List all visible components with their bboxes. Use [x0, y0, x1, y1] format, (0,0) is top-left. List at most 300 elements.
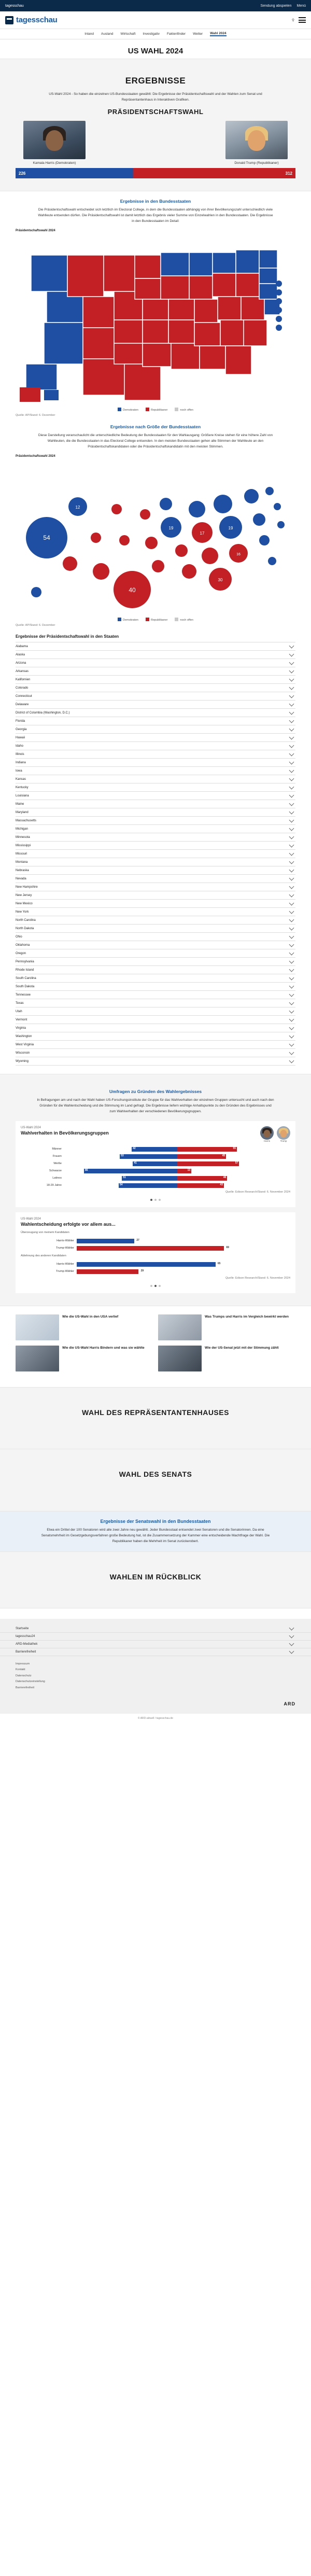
chevron-down-icon	[289, 825, 294, 831]
chevron-down-icon	[289, 917, 294, 922]
poll1-title: Wahlverhalten in Bevölkerungsgruppen	[21, 1130, 109, 1136]
chevron-down-icon	[289, 751, 294, 756]
tagesschau-logo-icon[interactable]	[5, 16, 13, 24]
poll1-bar-trump	[177, 1183, 224, 1188]
state-accordion-label: Delaware	[16, 703, 29, 706]
poll1-bar-harris	[132, 1147, 177, 1152]
poll1-row-label: 18-29 Jahre	[46, 1184, 62, 1187]
state-accordion-label: Connecticut	[16, 694, 32, 698]
state-accordion-item[interactable]	[16, 701, 295, 709]
chevron-down-icon	[289, 875, 294, 880]
house-title: WAHL DES REPRÄSENTANTENHAUSES	[82, 1408, 229, 1417]
state-results-section	[16, 199, 295, 224]
state-accordion-label: Nevada	[16, 877, 26, 880]
chevron-down-icon	[289, 975, 294, 980]
state-accordion-label: Nebraska	[16, 869, 29, 872]
chevron-down-icon	[289, 884, 294, 889]
state-accordion-label: North Dakota	[16, 927, 34, 930]
menu-button[interactable]	[299, 16, 306, 24]
chevron-down-icon	[289, 718, 294, 723]
legend-open: noch offen	[180, 409, 193, 412]
poll1-row-label: Weiße	[53, 1162, 62, 1166]
poll1-value-harris: 86	[85, 1168, 88, 1172]
chevron-down-icon	[289, 925, 294, 930]
state-accordion-label: Georgia	[16, 727, 27, 731]
state-accordion-label: Michigan	[16, 827, 29, 831]
chevron-down-icon	[289, 991, 294, 997]
us-bubble-svg[interactable]	[16, 460, 295, 615]
poll1-source: Quelle: Edison Research/Stand: 6. November 2024	[225, 1190, 290, 1194]
poll2-carousel-dots[interactable]	[21, 1283, 290, 1288]
chevron-down-icon	[289, 908, 294, 914]
teaser-thumb	[16, 1346, 59, 1371]
candidate-harris	[16, 121, 93, 165]
poll1-kicker: US-Wahl 2024	[21, 1126, 41, 1129]
poll2-value: 29	[140, 1269, 144, 1272]
svg-text:40: 40	[129, 586, 136, 594]
poll1-row	[21, 1175, 290, 1181]
nav-item-faktenfinder[interactable]: Faktenfinder	[166, 32, 186, 36]
footer-item-barrierefreiheit[interactable]: Barrierefreiheit	[0, 1648, 311, 1656]
chevron-down-icon	[289, 734, 294, 739]
poll1-value-trump: 13	[187, 1168, 191, 1172]
chevron-down-icon	[289, 709, 294, 715]
us-map-svg[interactable]	[16, 234, 295, 405]
size-body: Diese Darstellung veranschaulicht die unterschiedliche Bedeutung der Bundesstaaten für den Wahlausgang: Größere Kreise stehen für eine höhere Zahl von Wahlleuten, die die Bundesstaaten in das Electoral College entsenden. In den meisten Bundesstaaten gehen alle Stimmen der Wahlleute an den Präsidentschaftskandidaten oder die Präsidentschaftskandidatin mit den meisten Stimmen.	[38, 433, 273, 449]
state-accordion-item[interactable]	[16, 1024, 295, 1032]
states-accordion	[16, 642, 295, 1066]
choropleth-map	[16, 229, 295, 417]
poll2-group-label-1: Überzeugung von meinem Kandidaten	[21, 1230, 69, 1234]
state-accordion-label: New York	[16, 910, 29, 914]
teaser-card[interactable]	[158, 1346, 295, 1371]
size-subheading: Ergebnisse nach Größe der Bundesstaaten	[110, 424, 201, 430]
poll1-carousel-dots[interactable]	[21, 1197, 290, 1202]
chevron-down-icon	[289, 817, 294, 822]
nav-item-inland[interactable]: Inland	[84, 32, 94, 36]
map-caption: Quelle: AP/Stand: 6. Dezember	[16, 414, 55, 417]
state-results-body: Die Präsidentschaftswahl entscheidet sich letztlich im Electoral College, in dem die Bundesstaaten abhängig von ihrer Bevölkerungszahl unterschiedlich viele Wahlleute entsenden dürfen. Die Präsidentschaftswahl ist damit letztlich das Ergebnis vieler Summe von Einzelwahlen in den Bundesstaaten. Die Ergebnisse in den Bundesstaaten im Detail:	[38, 208, 273, 223]
state-accordion-label: Massachusetts	[16, 819, 37, 822]
ard-logo: ARD	[284, 1701, 295, 1707]
harris-name: Kamala Harris (Demokraten)	[33, 161, 76, 165]
state-accordion-label: Montana	[16, 860, 28, 864]
state-accordion-label: Hawaii	[16, 736, 25, 739]
state-accordion-item[interactable]	[16, 750, 295, 759]
poll2-row-label: Trump-Wähler	[56, 1247, 74, 1250]
poll2-row-label: Trump-Wähler	[56, 1270, 74, 1273]
poll1-row-label: Latinos	[52, 1177, 62, 1180]
footer-item-tagesschau24[interactable]: tagesschau24	[0, 1633, 311, 1641]
poll2-row	[21, 1262, 290, 1267]
harris-photo	[23, 121, 86, 159]
results-heading: ERGEBNISSE	[125, 76, 186, 86]
chevron-down-icon	[289, 1016, 294, 1021]
footer-item-startseite[interactable]: Startseite	[0, 1625, 311, 1633]
chevron-down-icon	[289, 942, 294, 947]
state-accordion-item[interactable]	[16, 1007, 295, 1016]
chevron-down-icon	[289, 1049, 294, 1055]
state-accordion-item[interactable]	[16, 958, 295, 966]
state-accordion-item[interactable]	[16, 659, 295, 667]
state-accordion-item[interactable]	[16, 941, 295, 949]
nav-item-investigativ[interactable]: Investigativ	[143, 32, 160, 36]
state-accordion-label: Minnesota	[16, 835, 30, 839]
chevron-down-icon	[289, 792, 294, 797]
bubble-legend-open: noch offen	[180, 619, 193, 622]
state-accordion-item[interactable]	[16, 808, 295, 817]
state-accordion-label: Alaska	[16, 653, 25, 656]
poll2-bar	[77, 1262, 216, 1267]
state-accordion-label: Louisiana	[16, 794, 29, 797]
state-accordion-item[interactable]	[16, 866, 295, 875]
state-accordion-item[interactable]	[16, 916, 295, 925]
poll1-bar-harris	[122, 1176, 177, 1181]
state-accordion-label: Kalifornien	[16, 678, 31, 681]
teaser-card[interactable]	[16, 1314, 153, 1340]
teaser-title: Wie der US-Senat jetzt mit der Stimmung zählt	[205, 1346, 279, 1350]
svg-text:12: 12	[75, 505, 80, 510]
state-accordion-item[interactable]	[16, 999, 295, 1007]
state-accordion-item[interactable]	[16, 709, 295, 717]
state-accordion-label: Rhode Island	[16, 968, 34, 972]
state-accordion-item[interactable]	[16, 800, 295, 808]
state-accordion-item[interactable]	[16, 991, 295, 999]
chevron-down-icon	[289, 660, 294, 665]
site-footer	[0, 1619, 311, 1714]
poll2-bar	[77, 1239, 134, 1243]
state-accordion-label: Texas	[16, 1001, 24, 1005]
poll1-value-trump: 46	[223, 1175, 227, 1179]
state-accordion-label: Tennessee	[16, 993, 31, 997]
state-accordion-label: Maryland	[16, 810, 29, 814]
state-accordion-label: Illinois	[16, 752, 24, 756]
state-accordion-item[interactable]	[16, 1041, 295, 1049]
chevron-down-icon	[289, 859, 294, 864]
chevron-down-icon	[289, 693, 294, 698]
review-section	[0, 1551, 311, 1608]
poll2-bar	[77, 1269, 138, 1274]
poll1-chart	[21, 1146, 290, 1188]
results-band	[0, 59, 311, 191]
chevron-down-icon	[289, 1033, 294, 1038]
state-accordion-item[interactable]	[16, 925, 295, 933]
state-accordion-item[interactable]	[16, 949, 295, 958]
presidential-banner	[0, 103, 311, 184]
state-results-subheading: Ergebnisse in den Bundesstaaten	[120, 199, 191, 204]
poll1-face-trump: Trump	[277, 1126, 290, 1142]
state-accordion-item[interactable]	[16, 792, 295, 800]
state-accordion-item[interactable]	[16, 651, 295, 659]
poll1-bar-harris	[133, 1161, 177, 1166]
chevron-down-icon	[289, 801, 294, 806]
chevron-down-icon	[289, 983, 294, 988]
main-nav	[0, 29, 311, 39]
bubble-caption: Quelle: AP/Stand: 6. Dezember	[16, 624, 55, 627]
state-accordion-item[interactable]	[16, 759, 295, 767]
poll2-value: 69	[226, 1245, 229, 1249]
poll1-value-trump: 57	[235, 1161, 238, 1165]
chevron-down-icon	[289, 834, 294, 839]
state-accordion-item[interactable]	[16, 966, 295, 974]
state-accordion-label: South Dakota	[16, 985, 35, 988]
presidential-title: PRÄSIDENTSCHAFTSWAHL	[107, 108, 204, 116]
svg-text:17: 17	[200, 531, 205, 536]
senate-result-title: Ergebnisse der Senatswahl in den Bundesstaaten	[100, 1518, 211, 1524]
chevron-down-icon	[289, 892, 294, 897]
chevron-down-icon	[289, 767, 294, 773]
senate-title: WAHL DES SENATS	[119, 1469, 192, 1478]
state-accordion-item[interactable]	[16, 775, 295, 783]
svg-text:19: 19	[168, 526, 174, 531]
state-accordion-item[interactable]	[16, 642, 295, 651]
chevron-down-icon	[289, 1000, 294, 1005]
svg-text:16: 16	[236, 553, 241, 557]
state-accordion-item[interactable]	[16, 883, 295, 891]
harris-electors: 226	[16, 168, 133, 178]
poll2-row	[21, 1238, 290, 1244]
poll1-bar-harris	[84, 1169, 177, 1173]
chevron-down-icon	[289, 850, 294, 856]
state-accordion-label: New Mexico	[16, 902, 33, 905]
footer-item-ard-mediathek[interactable]: ARD-Mediathek	[0, 1641, 311, 1648]
poll1-row-label: Männer	[52, 1147, 62, 1151]
chevron-down-icon	[289, 701, 294, 706]
poll2-kicker: US-Wahl 2024	[21, 1217, 41, 1221]
nav-item-wahl2024[interactable]: Wahl 2024	[210, 32, 227, 35]
bubble-legend-republicans: Republikaner	[150, 619, 168, 622]
senate-result-box	[0, 1511, 311, 1551]
state-accordion-label: Indiana	[16, 761, 26, 764]
poll1-face-harris: Harris	[260, 1126, 274, 1142]
poll2-group-label-2: Ablehnung des anderen Kandidaten	[21, 1254, 66, 1257]
poll1-row	[21, 1154, 290, 1159]
chevron-down-icon	[289, 676, 294, 681]
copyright: © ARD-aktuell / tagesschau.de	[0, 1714, 311, 1725]
poll-card-demographics	[16, 1121, 295, 1207]
chevron-down-icon	[289, 668, 294, 673]
trump-electors: 312	[133, 168, 295, 178]
state-accordion-item[interactable]	[16, 875, 295, 883]
bubble-map	[16, 455, 295, 627]
chevron-down-icon	[289, 1058, 294, 1063]
teaser-title: Wie die US-Wahl Harris Bindern und was sie wählte	[62, 1346, 145, 1350]
page-title: US WAHL 2024	[128, 47, 183, 55]
chevron-down-icon	[289, 776, 294, 781]
state-accordion-label: Vermont	[16, 1018, 27, 1021]
state-accordion-label: Alabama	[16, 645, 28, 648]
svg-text:30: 30	[218, 578, 223, 583]
trump-name: Donald Trump (Republikaner)	[234, 161, 279, 165]
chevron-down-icon	[289, 867, 294, 872]
poll2-value: 65	[217, 1262, 221, 1265]
state-accordion-item[interactable]	[16, 825, 295, 833]
poll2-title: Wahlentscheidung erfolgte vor allem aus...	[21, 1221, 116, 1227]
topbar	[0, 0, 311, 11]
chevron-down-icon	[289, 967, 294, 972]
footer-link-kontakt[interactable]: Kontakt	[16, 1668, 25, 1672]
nav-item-wetter[interactable]: Wetter	[193, 32, 203, 36]
poll1-bar-harris	[120, 1154, 177, 1159]
poll1-row-label: Frauen	[52, 1155, 62, 1158]
state-accordion-item[interactable]	[16, 833, 295, 842]
teaser-thumb	[158, 1346, 202, 1371]
results-intro: US-Wahl 2024 - So haben die einzelnen US-Bundesstaaten gewählt: Die Ergebnisse der Präsidentschaftswahl und der Wahlen zum Senat und Repräsentantenhaus in Interaktiven Grafiken.	[49, 92, 262, 102]
state-accordion-item[interactable]	[16, 842, 295, 850]
trump-photo	[225, 121, 288, 159]
state-accordion-item[interactable]	[16, 1032, 295, 1041]
legend-democrats: Demokraten	[123, 409, 138, 412]
poll1-bar-harris	[119, 1183, 177, 1188]
teaser-title: Was Trumps und Harris im Vergleich bewirkt werden	[205, 1314, 289, 1319]
poll2-row	[21, 1245, 290, 1251]
poll1-value-harris: 53	[121, 1154, 124, 1157]
senate-section	[0, 1449, 311, 1511]
footer-link-datenschutz[interactable]: Datenschutz	[16, 1674, 32, 1677]
state-accordion-label: Arkansas	[16, 669, 29, 673]
state-accordion-label: District of Columbia (Washington, D.C.)	[16, 711, 70, 715]
state-accordion-label: North Carolina	[16, 918, 36, 922]
states-accordion-title: Ergebnisse der Präsidentschaftswahl in den Staaten	[16, 634, 119, 639]
state-accordion-label: Colorado	[16, 686, 29, 690]
state-accordion-item[interactable]	[16, 983, 295, 991]
state-accordion-item[interactable]	[16, 676, 295, 684]
chevron-down-icon	[289, 958, 294, 963]
review-title: WAHLEN IM RÜCKBLICK	[109, 1572, 202, 1581]
map-label: Präsidentschaftswahl 2024	[16, 229, 55, 233]
chevron-down-icon	[289, 1008, 294, 1013]
footer-link-barrierefreiheit[interactable]: Barrierefreiheit	[16, 1686, 35, 1689]
poll1-row	[21, 1161, 290, 1167]
chevron-down-icon	[289, 950, 294, 955]
state-accordion-item[interactable]	[16, 667, 295, 676]
site-logo-text[interactable]: tagesschau	[16, 16, 58, 24]
state-accordion-item[interactable]	[16, 692, 295, 701]
exitpolls-band	[0, 1074, 311, 1306]
state-accordion-item[interactable]	[16, 850, 295, 858]
bubble-legend	[16, 618, 295, 622]
svg-text:19: 19	[228, 526, 233, 531]
topbar-brand[interactable]: tagesschau	[5, 4, 24, 8]
poll1-row	[21, 1183, 290, 1188]
state-accordion-item[interactable]	[16, 817, 295, 825]
state-accordion-label: New Hampshire	[16, 885, 38, 889]
state-accordion-item[interactable]	[16, 891, 295, 900]
chevron-down-icon	[289, 643, 294, 648]
poll1-bar-trump	[177, 1154, 226, 1159]
poll-card-motivation	[16, 1212, 295, 1293]
chevron-down-icon	[289, 743, 294, 748]
poll1-row	[21, 1168, 290, 1174]
exitpolls-body: In Befragungen am und nach der Wahl haben US-Forschungsinstitute der Gruppe für das Wahlverhalten der einzelnen Gruppen untersucht und auch nach den Gründen für die Wahlentscheidung und die Stimmung im Land gefragt. Die Ergebnisse liefern wichtige Anhaltspunkte zu den Gründen des Ergebnisses und zum Wahlverhalten der verschiedenen Bevölkerungsgruppen.	[37, 1098, 274, 1114]
state-accordion-label: Oklahoma	[16, 943, 30, 947]
state-accordion-item[interactable]	[16, 767, 295, 775]
nav-item-ausland[interactable]: Ausland	[101, 32, 114, 36]
state-accordion-item[interactable]	[16, 717, 295, 725]
state-accordion-label: Missouri	[16, 852, 27, 856]
house-section	[0, 1387, 311, 1449]
search-icon[interactable]: ⚲	[291, 18, 294, 22]
chevron-down-icon	[289, 784, 294, 789]
state-accordion-item[interactable]	[16, 1057, 295, 1066]
chevron-down-icon	[289, 651, 294, 656]
poll1-value-harris: 54	[120, 1183, 123, 1186]
state-accordion-item[interactable]	[16, 1049, 295, 1057]
state-accordion-item[interactable]	[16, 725, 295, 734]
state-accordion-label: Iowa	[16, 769, 22, 773]
state-accordion-label: Oregon	[16, 951, 26, 955]
state-accordion-label: South Carolina	[16, 976, 36, 980]
footer-link-datenschutzeinstellung[interactable]: Datenschutzeinstellung	[16, 1680, 45, 1684]
electoral-bar	[16, 168, 295, 178]
teaser-card[interactable]	[16, 1346, 153, 1371]
state-accordion-label: Kentucky	[16, 786, 29, 789]
site-header	[0, 11, 311, 29]
footer-links	[0, 1656, 311, 1697]
state-accordion-label: Kansas	[16, 777, 26, 781]
poll2-chart-b	[21, 1262, 290, 1275]
teaser-title: Wie die US-Wahl in den USA verlief	[62, 1314, 119, 1319]
state-accordion-label: Virginia	[16, 1026, 26, 1030]
state-accordion-label: New Jersey	[16, 893, 32, 897]
state-accordion-item[interactable]	[16, 684, 295, 692]
chevron-down-icon	[289, 1041, 294, 1046]
topbar-menu-item[interactable]: Menü	[296, 4, 306, 8]
state-accordion-label: Idaho	[16, 744, 24, 748]
exitpolls-heading: Umfragen zu Gründen des Wahlergebnisses	[109, 1089, 202, 1095]
teaser-card[interactable]	[158, 1314, 295, 1340]
poll1-value-trump: 55	[233, 1146, 236, 1150]
chevron-down-icon	[289, 809, 294, 814]
state-accordion-label: Utah	[16, 1010, 22, 1013]
nav-item-wirtschaft[interactable]: Wirtschaft	[120, 32, 136, 36]
svg-text:54: 54	[43, 534, 50, 542]
state-accordion-item[interactable]	[16, 933, 295, 941]
candidate-trump	[218, 121, 295, 165]
state-accordion-label: Maine	[16, 802, 24, 806]
chevron-down-icon	[289, 726, 294, 731]
chevron-down-icon	[289, 842, 294, 847]
teaser-thumb	[158, 1314, 202, 1340]
poll1-value-harris: 51	[123, 1175, 126, 1179]
state-accordion-item[interactable]	[16, 734, 295, 742]
footer-link-impressum[interactable]: Impressum	[16, 1662, 30, 1665]
state-accordion-item[interactable]	[16, 1016, 295, 1024]
teaser-thumb	[16, 1314, 59, 1340]
poll1-value-harris: 41	[134, 1161, 137, 1165]
teaser-grid	[16, 1314, 295, 1377]
senate-result-body: Etwa ein Drittel der 100 Senatoren wird alle zwei Jahre neu gewählt. Jeder Bundesstaat entsendet zwei Senatoren und die Senatorinnen. Da eine Senatsmehrheit im Gesetzgebungsverfahren große Bedeutung hat, ist die Zusammensetzung der Kammer eine entscheidende Machtfrage der Wahl. Die Republikaner haben die Mehrheit im Senat zurückerobert.	[41, 1528, 270, 1543]
poll1-value-harris: 42	[133, 1146, 136, 1150]
topbar-play-item[interactable]: Sendung abspielen	[260, 4, 292, 8]
state-accordion-item[interactable]	[16, 742, 295, 750]
state-accordion-label: Wisconsin	[16, 1051, 30, 1055]
state-accordion-item[interactable]	[16, 858, 295, 866]
state-accordion-item[interactable]	[16, 900, 295, 908]
state-accordion-item[interactable]	[16, 908, 295, 916]
chevron-down-icon	[289, 684, 294, 690]
state-accordion-label: Ohio	[16, 935, 22, 939]
poll1-row	[21, 1146, 290, 1152]
state-accordion-label: Mississippi	[16, 844, 31, 847]
state-accordion-label: Pennsylvania	[16, 960, 34, 963]
states-accordion-section	[16, 627, 295, 1066]
legend-republicans: Republikaner	[150, 409, 168, 412]
state-accordion-item[interactable]	[16, 974, 295, 983]
state-accordion-item[interactable]	[16, 783, 295, 792]
state-accordion-label: Washington	[16, 1034, 32, 1038]
map-legend	[16, 408, 295, 412]
